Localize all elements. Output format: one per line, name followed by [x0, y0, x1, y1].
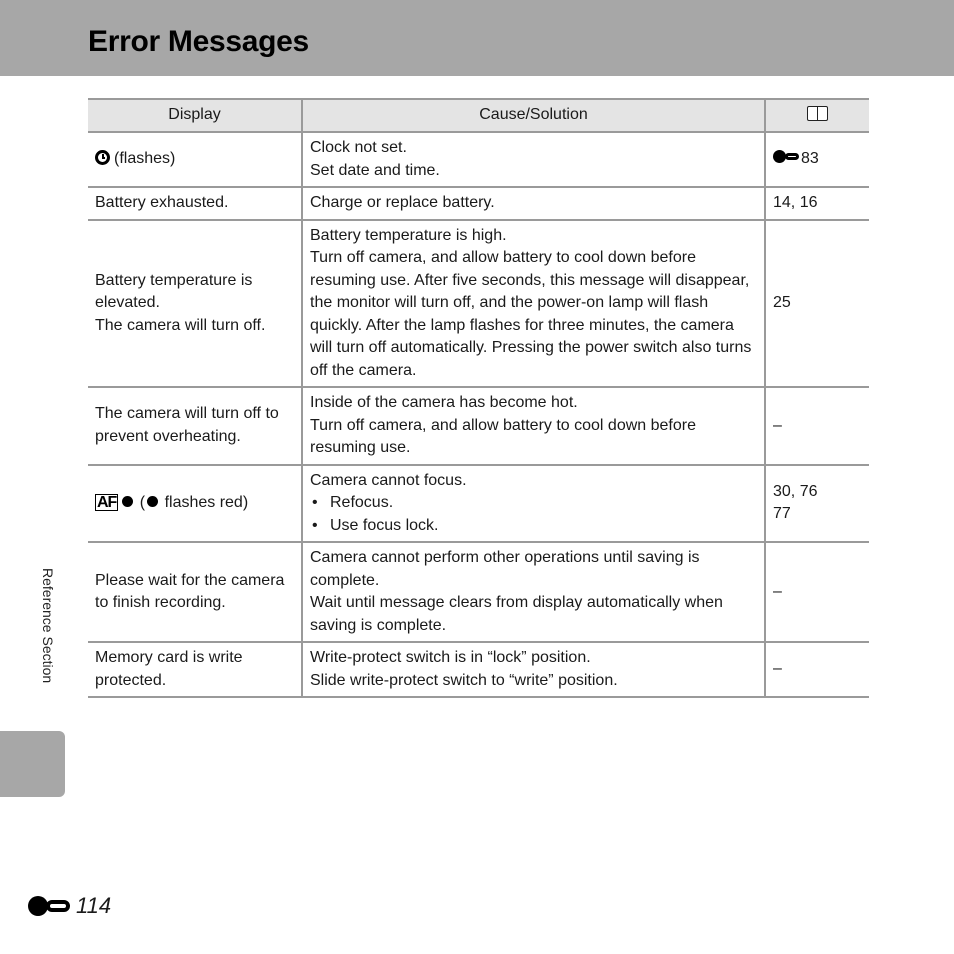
- page-number: [28, 893, 111, 919]
- cause-line: Turn off camera, and allow battery to cool down before resuming use. After five seconds, this message will disappear, the monitor will turn off, and the power-on lamp will flash quickly. After the lamp flashes for three minutes, the camera will turn off automatically. Pressing the power switch also turns off the camera.: [310, 249, 752, 379]
- af-focus-indicator-icon: AF: [97, 494, 117, 511]
- table-row: [88, 187, 869, 220]
- cause-cell: [302, 187, 765, 220]
- cause-line: Turn off camera, and allow battery to cool down before resuming use.: [310, 416, 696, 456]
- clock-icon: [95, 150, 110, 165]
- display-line: The camera will turn off.: [95, 316, 266, 334]
- side-section-label: [22, 568, 72, 718]
- cause-line: Inside of the camera has become hot.: [310, 394, 578, 411]
- header-display: Display: [88, 99, 302, 132]
- cause-cell: [302, 465, 765, 543]
- list-item: • Use focus lock.: [310, 515, 757, 538]
- reference-line: 77: [773, 505, 791, 523]
- reference-cell: 25: [765, 220, 869, 388]
- cause-cell: [302, 220, 765, 388]
- display-cell: Battery exhausted.: [88, 187, 302, 220]
- cause-line: Set date and time.: [310, 161, 440, 179]
- reference-section-icon: [773, 150, 801, 164]
- list-item: • Refocus.: [310, 492, 757, 515]
- display-cell: [88, 132, 302, 187]
- reference-cell: 14, 16: [765, 187, 869, 220]
- reference-cell: –: [765, 642, 869, 697]
- page-title: Error Messages: [88, 25, 309, 58]
- reference-cell: [765, 132, 869, 187]
- cause-line: Slide write-protect switch to “write” position.: [310, 671, 618, 689]
- display-cell: [88, 465, 302, 543]
- focus-dot-icon: [122, 496, 133, 507]
- table-row: [88, 132, 869, 187]
- section-label-text: Reference Section: [40, 568, 56, 684]
- focus-dot-icon: [147, 496, 158, 507]
- reference-text: 83: [801, 150, 819, 168]
- cause-cell: [302, 642, 765, 697]
- reference-cell: [765, 465, 869, 543]
- cause-line: Clock not set.: [310, 139, 407, 156]
- header-cause: Cause/Solution: [302, 99, 765, 132]
- display-prefix: (: [139, 494, 146, 511]
- page-number-text: 114: [76, 893, 112, 918]
- display-cell: Memory card is write protected.: [88, 642, 302, 697]
- cause-line: Charge or replace battery.: [310, 194, 495, 211]
- table-row: [88, 642, 869, 697]
- cause-line: Write-protect switch is in “lock” position.: [310, 649, 591, 666]
- display-cell: Please wait for the camera to finish recording.: [88, 542, 302, 642]
- cause-cell: [302, 387, 765, 465]
- table-row: [88, 387, 869, 465]
- book-icon: [807, 105, 829, 121]
- cause-line: Camera cannot perform other operations until saving is complete.: [310, 549, 700, 589]
- table-row: [88, 542, 869, 642]
- display-cell: The camera will turn off to prevent overheating.: [88, 387, 302, 465]
- error-messages-table: [88, 98, 869, 698]
- display-text: flashes red): [164, 494, 249, 511]
- cause-line: Wait until message clears from display automatically when saving is complete.: [310, 594, 723, 634]
- reference-cell: –: [765, 387, 869, 465]
- cause-line: Battery temperature is high.: [310, 226, 507, 244]
- display-line: Battery temperature is elevated.: [95, 271, 253, 311]
- reference-cell: –: [765, 542, 869, 642]
- header-reference: [765, 99, 869, 132]
- display-cell: [88, 220, 302, 388]
- reference-section-icon: [28, 896, 72, 916]
- display-text: (flashes): [114, 150, 176, 168]
- table-row: [88, 465, 869, 543]
- table-row: [88, 220, 869, 388]
- cause-line: Camera cannot focus.: [310, 471, 467, 489]
- cause-cell: [302, 542, 765, 642]
- reference-line: 30, 76: [773, 482, 818, 500]
- table-header-row: [88, 99, 869, 132]
- cause-cell: [302, 132, 765, 187]
- section-tab: [0, 731, 65, 797]
